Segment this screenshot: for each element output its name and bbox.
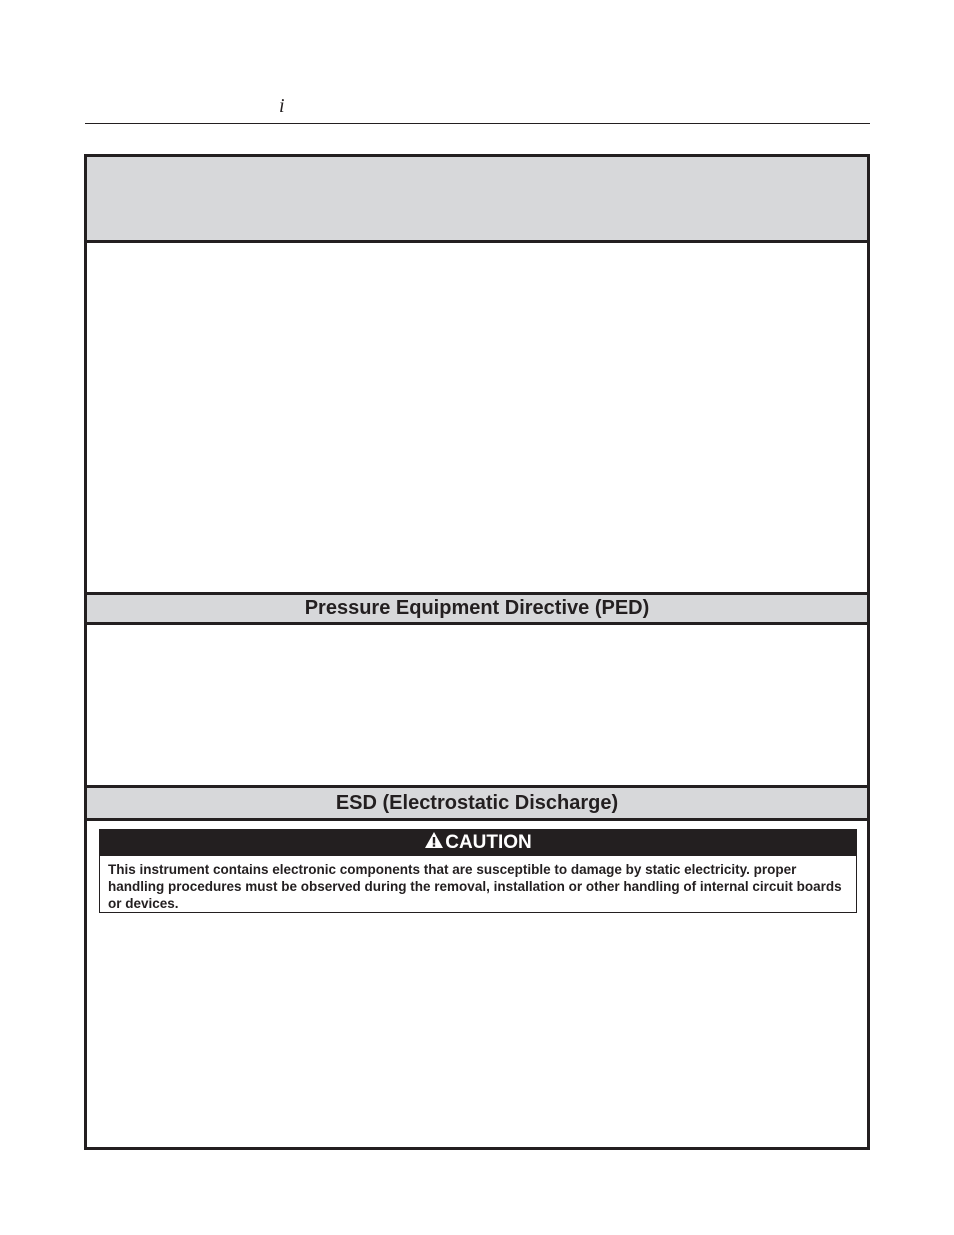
ped-title: Pressure Equipment Directive (PED) <box>304 597 650 619</box>
caution-box <box>99 829 857 913</box>
caution-text: This instrument contains electronic components that are susceptible to damage by static electricity. proper handling procedures must be observed during the removal, installation or other handling of internal circuit boards or devices. <box>108 862 842 911</box>
esd-title: ESD (Electrostatic Discharge) <box>335 791 619 814</box>
header-rule <box>85 123 870 124</box>
warning-triangle-icon <box>424 831 445 855</box>
ped-section-heading <box>87 592 867 625</box>
notice-frame <box>84 154 870 1150</box>
caution-label: CAUTION <box>445 832 532 853</box>
top-banner <box>87 157 867 243</box>
esd-section-heading <box>87 785 867 821</box>
page-number: i <box>279 95 285 117</box>
caution-header <box>100 830 856 856</box>
